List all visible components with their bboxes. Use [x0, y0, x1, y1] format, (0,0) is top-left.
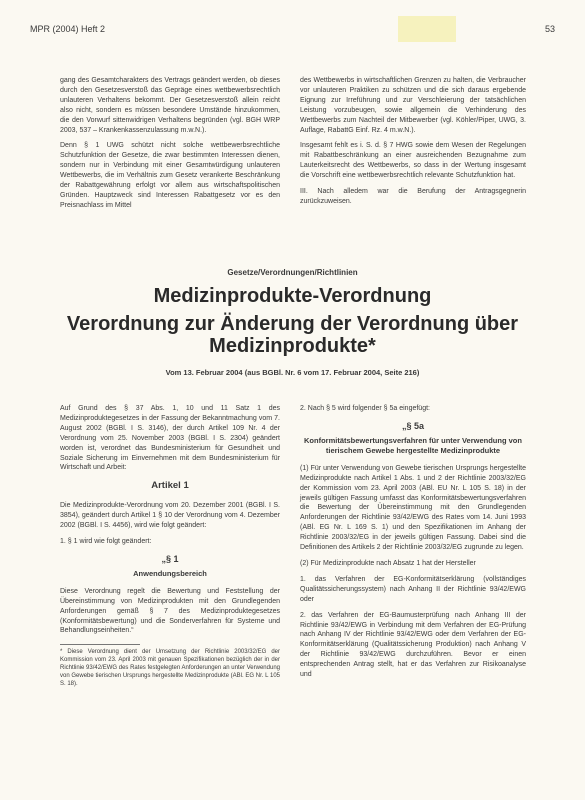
paragraph: Diese Verordnung regelt die Bewertung und Feststellung der Übereinstimmung von Medizinprodukten mit den Grundlegenden Anforderungen gemäß § 7 des Medizinproduktegesetzes (Konformitätsbewertung) und die Sonderverfahren für Systeme und Behandlungseinheiten.“	[60, 587, 280, 635]
paragraph: Insgesamt fehlt es i. S. d. § 7 HWG sowie dem Wesen der Regelungen mit Rabattbeschränkung an einer ausreichenden Bezugnahme zum Lauterkeitsrecht des Wettbewerbs, so dass in der Wertung insgesamt die Vorschrift eine wettbewerbsrechtlich relevante Schutzfunktion hat.	[300, 142, 526, 180]
section-label: Gesetze/Verordnungen/Richtlinien	[227, 268, 358, 277]
list-item: 2. Nach § 5 wird folgender § 5a eingefügt:	[300, 405, 430, 412]
list-item: 1. das Verfahren der EG-Konformitätserklärung (vollständiges Qualitätssicherungssystem) nach Anhang II der Richtlinie 93/42/EWG oder	[300, 575, 526, 603]
paragraph: Denn § 1 UWG schützt nicht solche wettbewerbsrechtliche Schutzfunktion der Gesetze, die zwar bestimmten Interessen dienen, sondern nur in Verbindung mit einer Gesamtwürdigung unlauteren Wettbewerbs, die im Verhältnis zum Gesetz verankerte Beschränkung der Rabattgewährung erfolgt vor allem aus wirtschaftspolitischen Gründen. Hauptzweck sind Interessen Rabattgesetz vor es den Preisnachlass im Mittel	[60, 142, 280, 209]
document-subtitle	[0, 313, 585, 357]
article-heading: Artikel 1	[151, 480, 189, 492]
document-title: Medizinprodukte-Verordnung	[153, 285, 432, 307]
list-item: 2. das Verfahren der EG-Baumusterprüfung nach Anhang III der Richtlinie 93/42/EWG in Verbindung mit dem Verfahren der EG-Prüfung nach Anhang IV der Richtlinie 93/42/EWG oder dem Verfahren der EG-Konformitätserklärung (Qualitätssicherung Produktion) nach Anhang V der Richtlinie 93/42/EWG durchzuführen. Bevor er einen entsprechenden Antrag stellt, hat er das Verfahren zur Risikoanalyse und	[300, 611, 526, 679]
paragraph: (1) Für unter Verwendung von Gewebe tierischen Ursprungs hergestellte Medizinprodukte nach Artikel 1 Abs. 1 und 2 der Richtlinie 2003/32/EG der Kommission vom 23. April 2003 (ABl. EU Nr. L 105 S. 18) in der jeweils gültigen Fassung umfasst das Konformitätsbewertungsverfahren die Bewertung der Übereinstimmung mit den Grundlegenden Anforderungen der Richtlinie 93/42/EWG des Rates vom 14. Juni 1993 (ABl. EG Nr. L 169 S. 1) und den Spezifikationen im Anhang der Richtlinie 2003/32/EG in der jeweils gültigen Fassung. Dabei sind die Definitionen des Artikels 2 der Richtlinie 2003/32/EG zugrunde zu legen.	[300, 464, 526, 552]
paragraph-heading: „§ 1	[161, 553, 179, 564]
paragraph-title: Konformitätsbewertungsverfahren für unter Verwendung von tierischem Gewebe hergestellte Medizinprodukte	[304, 435, 522, 455]
paragraph: III. Nach alledem war die Berufung der Antragsgegnerin zurückzuweisen.	[300, 188, 526, 205]
subtitle-line: Medizinprodukte*	[209, 335, 376, 357]
page-number: 53	[544, 24, 555, 34]
journal-reference: MPR (2004) Heft 2	[30, 24, 106, 34]
intro-paragraph: Auf Grund des § 37 Abs. 1, 10 und 11 Satz 1 des Medizinproduktegesetzes in der Fassung der Bekanntmachung vom 7. August 2002 (BGBl. I S. 3146), der durch Artikel 109 Nr. 4 der Verordnung vom 25. November 2003 (BGBl. I S. 2304) geändert worden ist, verordnet das Bundesministerium für Gesundheit und Soziale Sicherung im Einvernehmen mit dem Bundesministerium für Wirtschaft und Arbeit:	[60, 405, 280, 472]
footnote: * Diese Verordnung dient der Umsetzung der Richtlinie 2003/32/EG der Kommission vom 23. April 2003 mit genauen Spezifikationen bezüglich der in der Richtlinie 93/42/EWG des Rates festgelegten Anforderungen an unter Verwendung von Gewebe tierischen Ursprungs hergestellte Medizinprodukte (ABl. EG Nr. L 105 S. 18).	[60, 649, 280, 688]
page-header	[30, 24, 555, 40]
top-left-column	[60, 76, 280, 217]
paragraph-heading: „§ 5a	[401, 420, 425, 431]
paragraph: des Wettbewerbs in wirtschaftlichen Grenzen zu halten, die Verbraucher vor unlauteren Praktiken zu schützen und die sich daraus ergebende Eignung zur Irreführung und zur Verschleierung der tatsächlichen Leistung vorzubeugen, sowie allgemein die Verhinderung des Wettbewerbs zum Nachteil der Mitbewerber (vgl. Köhler/Piper, UWG, 3. Auflage, RabattG Einf. Rz. 4 m.w.N.).	[300, 77, 526, 134]
highlight-mark	[398, 16, 456, 42]
date-source-line: Vom 13. Februar 2004 (aus BGBl. Nr. 6 vom 17. Februar 2004, Seite 216)	[165, 368, 420, 377]
paragraph: gang des Gesamtcharakters des Vertrags geändert werden, ob dieses durch den Gesetzesverstoß das Gepräge eines wettbewerbsrechtlich unlauteren Verhaltens bekommt. Der Gesetzesverstoß allein reicht also nicht, sondern es müssen besondere Umstände hinzukommen, die den Vorwurf sittenwidrigen Verhaltens begründen (vgl. BGH WRP 2003, 537 – Krankenkassenzulassung m.w.N.).	[60, 77, 280, 134]
top-right-column	[300, 76, 526, 213]
paragraph-title: Anwendungsbereich	[133, 568, 207, 578]
bottom-left-column	[60, 404, 280, 688]
article-paragraph: Die Medizinprodukte-Verordnung vom 20. Dezember 2001 (BGBl. I S. 3854), geändert durch Artikel 1 § 10 der Verordnung vom 4. Dezember 2002 (BGBl. I S. 4456), wird wie folgt geändert:	[60, 502, 280, 530]
bottom-right-column	[300, 404, 526, 686]
subtitle-line: Verordnung zur Änderung der Verordnung über	[66, 313, 519, 335]
footnote-divider	[60, 644, 140, 645]
list-item: 1. § 1 wird wie folgt geändert:	[60, 537, 152, 545]
paragraph: (2) Für Medizinprodukte nach Absatz 1 hat der Hersteller	[300, 559, 476, 567]
